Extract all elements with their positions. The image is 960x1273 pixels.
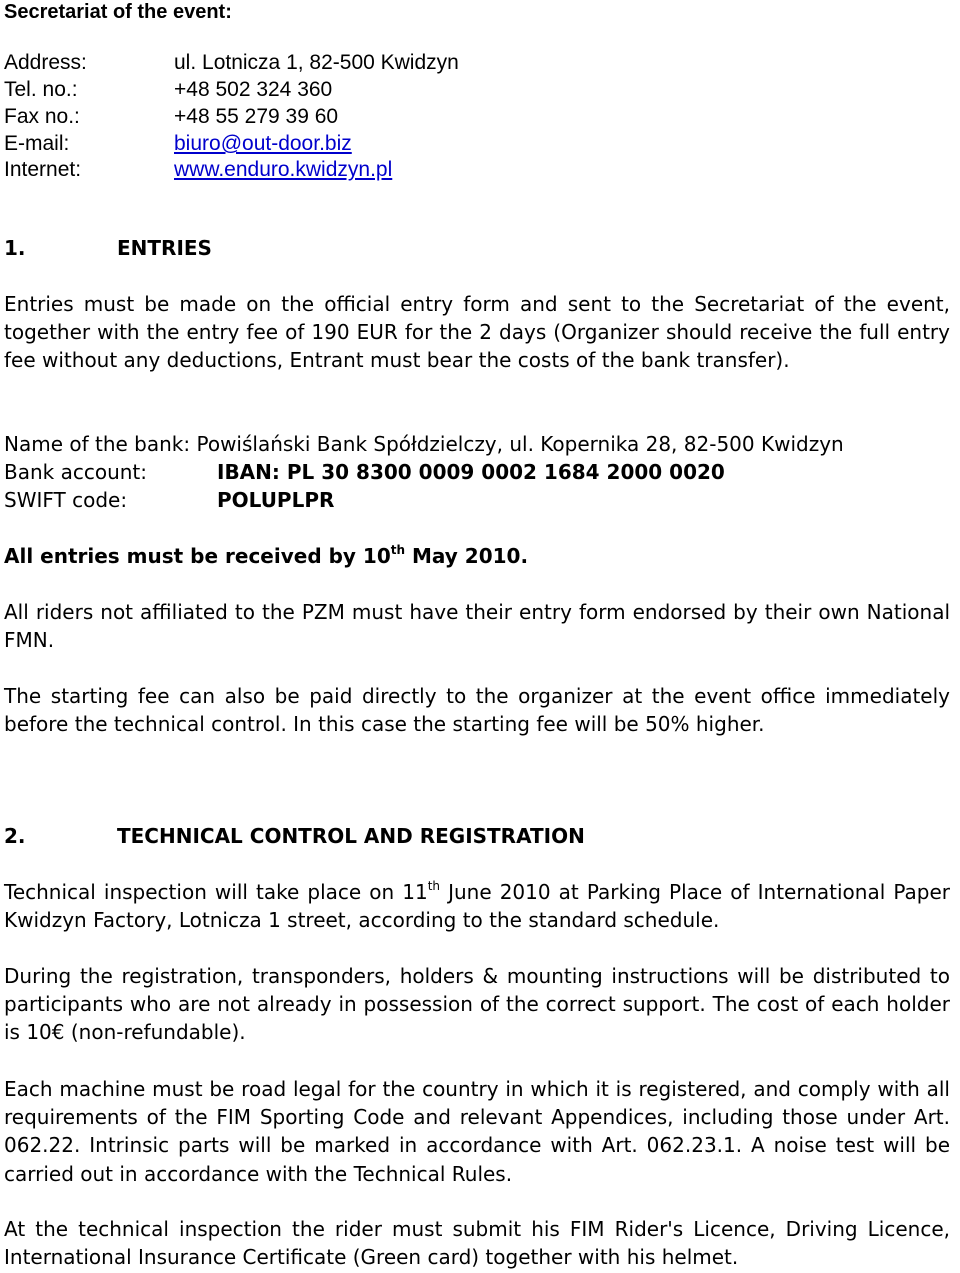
bank-account-line <box>4 458 725 486</box>
section-number: 1. <box>4 236 26 260</box>
machine-paragraph: Each machine must be road legal for the country in which it is registered, and comply with all requirements of the FIM Sporting Code and relevant Appendices, including those under Art. 062.22. Intrinsic parts will be marked in accordance with Art. 062.23.1. A noise test will be carried out in accordance with the Technical Rules. <box>4 1077 950 1186</box>
contact-value: +48 55 279 39 60 <box>174 105 339 128</box>
deadline-superscript: th <box>390 543 406 557</box>
contact-label: E-mail: <box>4 132 70 155</box>
section-number: 2. <box>4 824 26 848</box>
fee-paragraph: The starting fee can also be paid directly to the organizer at the event office immediately before the technical control. In this case the starting fee will be 50% higher. <box>4 684 950 737</box>
swift-value: POLUPLPR <box>217 488 335 512</box>
contact-label: Address: <box>4 51 87 74</box>
contact-label: Fax no.: <box>4 105 80 128</box>
section-title: ENTRIES <box>117 236 212 260</box>
entries-paragraph: Entries must be made on the official entry form and sent to the Secretariat of the event, together with the entry fee of 190 EUR for the 2 days (Organizer should receive the full entry fee without any deductions, Entrant must bear the costs of the bank transfer). <box>4 292 950 373</box>
section-title: TECHNICAL CONTROL AND REGISTRATION <box>117 824 585 848</box>
bank-name-line: Name of the bank: Powiślański Bank Spółdzielczy, ul. Kopernika 28, 82-500 Kwidzyn <box>4 432 844 456</box>
contact-row-internet <box>4 157 392 183</box>
contact-row-email <box>4 131 352 157</box>
contact-row-fax <box>4 104 338 130</box>
riders-paragraph: All riders not affiliated to the PZM must have their entry form endorsed by their own National FMN. <box>4 600 950 653</box>
contact-value: +48 502 324 360 <box>174 78 333 101</box>
inspection-text: Technical inspection will take place on 11 <box>4 880 428 904</box>
inspection-paragraph <box>4 878 950 934</box>
email-link[interactable]: biuro@out-door.biz <box>174 132 352 155</box>
licence-paragraph: At the technical inspection the rider must submit his FIM Rider's Licence, Driving Licence, International Insurance Certificate (Green card) together with his helmet. <box>4 1217 950 1270</box>
contact-value: ul. Lotnicza 1, 82-500 Kwidzyn <box>174 51 459 74</box>
deadline-date: May 2010. <box>405 544 529 568</box>
contact-row-tel <box>4 77 332 103</box>
entries-deadline <box>4 542 528 570</box>
contact-label: Internet: <box>4 158 82 181</box>
website-link[interactable]: www.enduro.kwidzyn.pl <box>174 158 393 181</box>
deadline-text: All entries must be received by 10 <box>4 544 391 568</box>
swift-line <box>4 486 334 514</box>
contact-row-address <box>4 50 459 76</box>
registration-paragraph: During the registration, transponders, holders & mounting instructions will be distributed to participants who are not already in possession of the correct support. The cost of each holder is 10€ (non-refundable). <box>4 964 950 1045</box>
bank-account-label: Bank account: <box>4 460 148 484</box>
bank-account-value: IBAN: PL 30 8300 0009 0002 1684 2000 0020 <box>217 460 725 484</box>
contact-label: Tel. no.: <box>4 78 78 101</box>
inspection-superscript: th <box>427 879 440 893</box>
section-heading-entries <box>4 234 212 262</box>
inspection-text-rest: June 2010 at Parking Place of International Paper Kwidzyn Factory, Lotnicza 1 street, according to the standard schedule. <box>4 880 950 933</box>
swift-label: SWIFT code: <box>4 488 128 512</box>
secretariat-title: Secretariat of the event: <box>4 1 232 23</box>
section-heading-technical <box>4 822 585 850</box>
